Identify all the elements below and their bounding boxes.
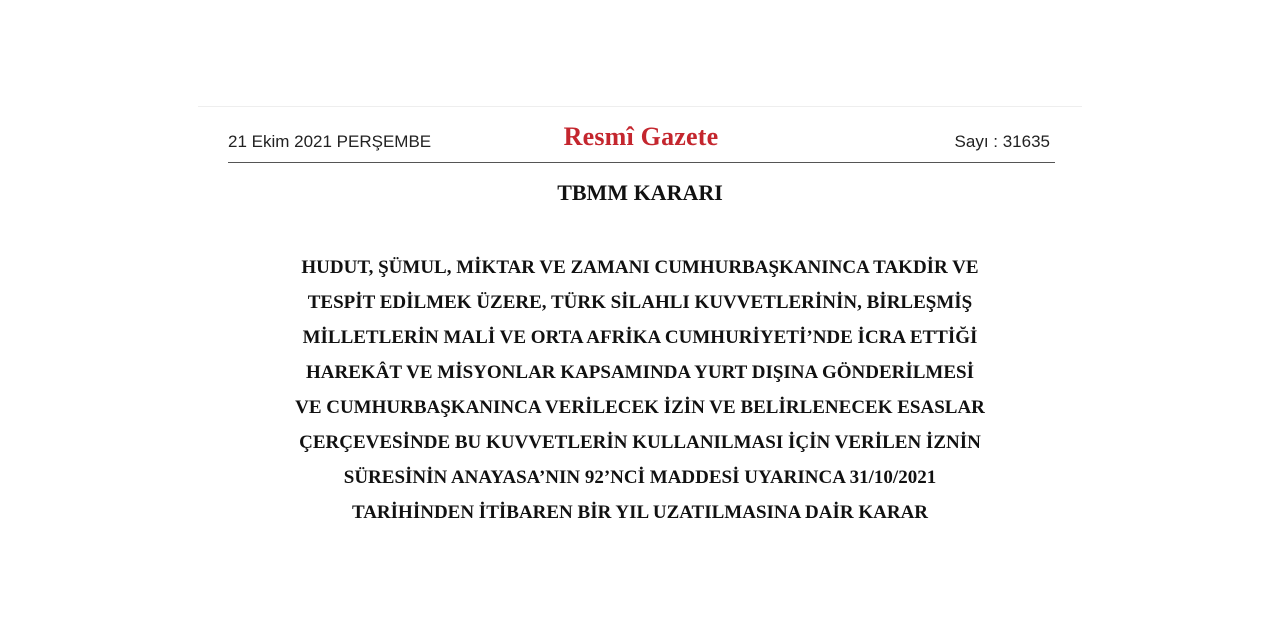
decision-title-line: MİLLETLERİN MALİ VE ORTA AFRİKA CUMHURİYETİ’NDE İCRA ETTİĞİ bbox=[302, 327, 978, 348]
section-title: TBMM KARARI bbox=[557, 180, 723, 205]
issue-number: Sayı : 31635 bbox=[954, 132, 1050, 151]
top-divider bbox=[198, 106, 1082, 107]
decision-title-line: ÇERÇEVESİNDE BU KUVVETLERİN KULLANILMASI İÇİN VERİLEN İZNİN bbox=[299, 432, 981, 453]
decision-title-line: HUDUT, ŞÜMUL, MİKTAR VE ZAMANI CUMHURBAŞKANINCA TAKDİR VE bbox=[301, 257, 979, 278]
decision-title-line: TARİHİNDEN İTİBAREN BİR YIL UZATILMASINA DAİR KARAR bbox=[351, 502, 929, 523]
header-divider bbox=[228, 162, 1055, 163]
publication-date: 21 Ekim 2021 PERŞEMBE bbox=[228, 132, 432, 151]
decision-title-line: TESPİT EDİLMEK ÜZERE, TÜRK SİLAHLI KUVVETLERİNİN, BİRLEŞMİŞ bbox=[307, 292, 973, 313]
decision-title-line: HAREKÂT VE MİSYONLAR KAPSAMINDA YURT DIŞINA GÖNDERİLMESİ bbox=[306, 362, 974, 383]
gazette-header bbox=[228, 122, 1054, 162]
decision-title bbox=[240, 250, 1040, 530]
decision-title-line: VE CUMHURBAŞKANINCA VERİLECEK İZİN VE BELİRLENECEK ESASLAR bbox=[295, 397, 985, 418]
gazette-logo: Resmî Gazete bbox=[563, 122, 719, 151]
decision-title-line: SÜRESİNİN ANAYASA’NIN 92’NCİ MADDESİ UYARINCA 31/10/2021 bbox=[343, 467, 937, 488]
